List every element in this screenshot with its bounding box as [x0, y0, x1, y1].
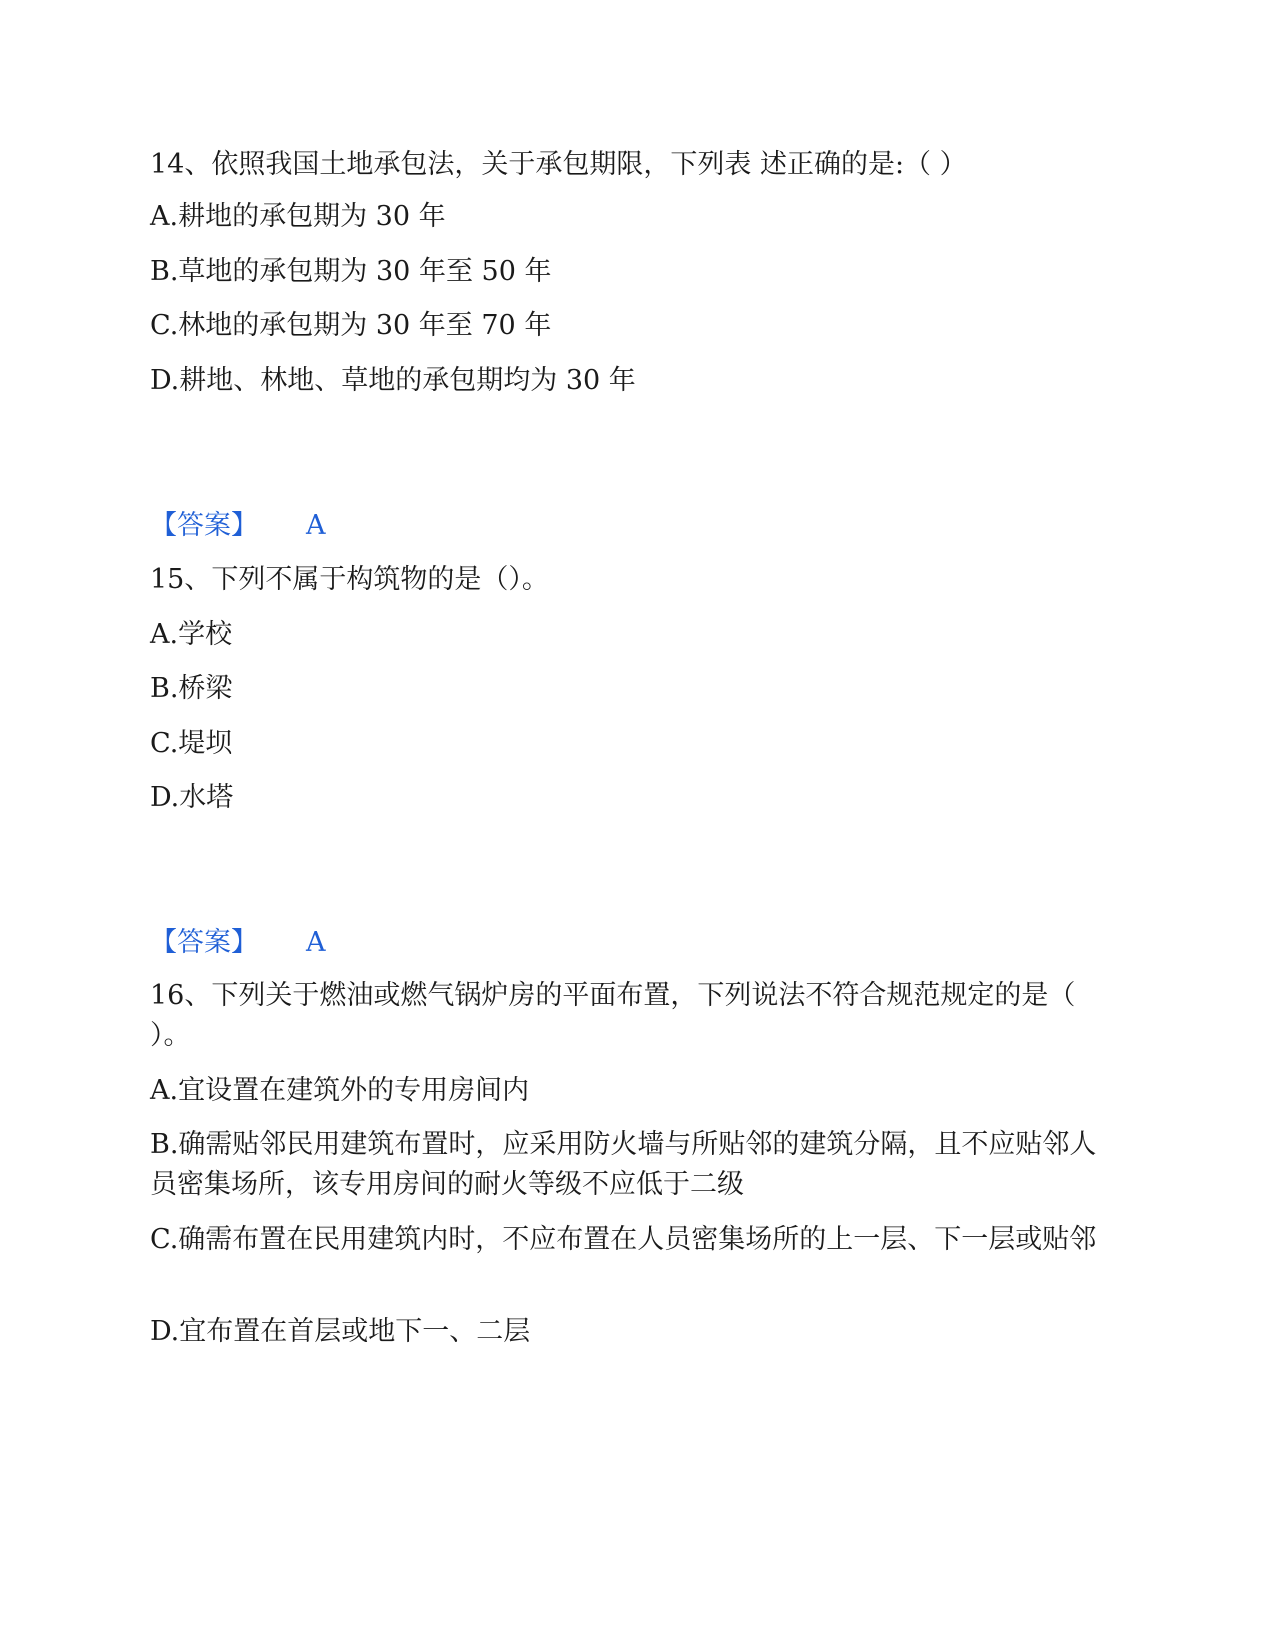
- question-14-answer: [150, 507, 326, 545]
- question-15-option-b: B.桥梁: [150, 673, 233, 704]
- answer-value: A: [306, 510, 326, 541]
- question-14-option-c: C.林地的承包期为 30 年至 70 年: [150, 310, 552, 341]
- answer-label: 【答案】: [150, 927, 258, 958]
- question-15-text: 15、下列不属于构筑物的是（）。: [150, 564, 549, 595]
- question-15-option-c: C.堤坝: [150, 728, 233, 759]
- question-15-answer: [150, 924, 326, 962]
- answer-label: 【答案】: [150, 510, 258, 541]
- question-16-option-b: B.确需贴邻民用建筑布置时，应采用防火墙与所贴邻的建筑分隔，且不应贴邻人员密集场所，该专用房间的耐火等级不应低于二级: [150, 1129, 1097, 1200]
- question-16-option-a: A.宜设置在建筑外的专用房间内: [150, 1075, 530, 1106]
- question-16-option-c: C.确需布置在民用建筑内时，不应布置在人员密集场所的上一层、下一层或贴邻: [150, 1224, 1097, 1255]
- question-16-text: 16、下列关于燃油或燃气锅炉房的平面布置，下列说法不符合规范规定的是（ ）。: [150, 980, 1076, 1051]
- question-15-option-d: D.水塔: [150, 782, 234, 813]
- question-15-option-a: A.学校: [150, 619, 233, 650]
- question-16-option-d: D.宜布置在首层或地下一、二层: [150, 1316, 531, 1347]
- question-14-text: 14、依照我国土地承包法，关于承包期限，下列表 述正确的是:（ ）: [150, 149, 967, 180]
- answer-value: A: [306, 927, 326, 958]
- question-14-option-b: B.草地的承包期为 30 年至 50 年: [150, 256, 552, 287]
- question-14-option-a: A.耕地的承包期为 30 年: [150, 201, 446, 232]
- question-14-option-d: D.耕地、林地、草地的承包期均为 30 年: [150, 365, 636, 396]
